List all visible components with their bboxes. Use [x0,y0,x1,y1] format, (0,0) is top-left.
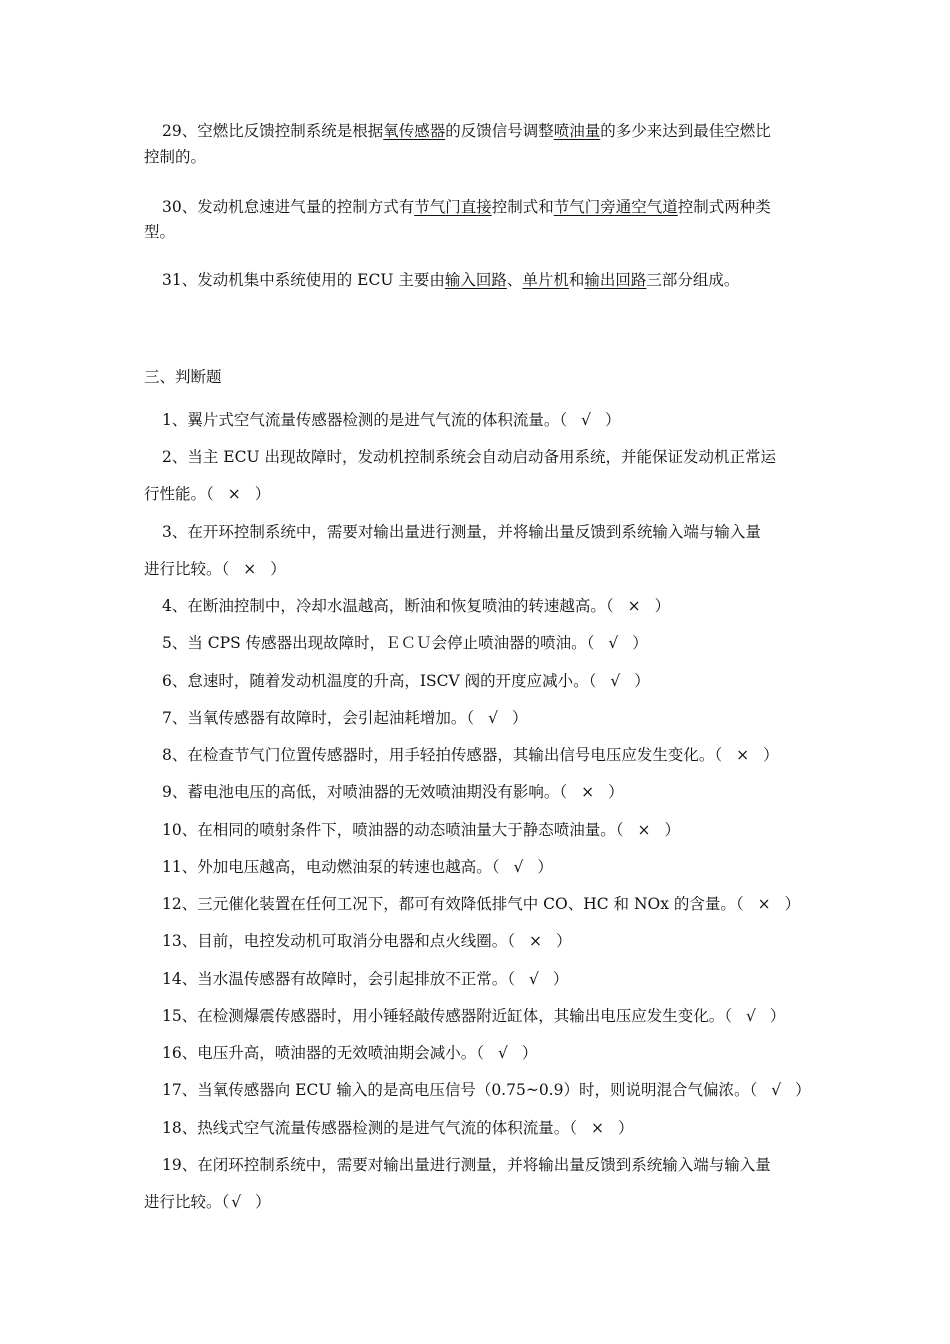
judgment-10 [144,820,828,840]
judgment-close: ） [608,783,624,801]
judgment-close: ） [654,597,671,615]
answer-mark: √ [608,634,619,652]
q30-answer-1: 节气门直接 [414,198,492,216]
judgment-text: 行性能。（ [144,485,214,503]
question-29-line1 [144,121,828,141]
answer-mark: × [637,821,651,839]
judgment-text: 7、当氧传感器有故障时，会引起油耗增加。（ [162,709,475,727]
answer-mark: √ [581,411,592,429]
judgment-14 [144,969,828,989]
judgment-close: ） [270,560,286,578]
judgment-6 [144,671,828,691]
judgment-text: 6、怠速时，随着发动机温度的升高，ISCV 阀的开度应减小。（ [162,672,597,690]
judgment-17 [144,1080,828,1100]
judgment-close: ） [254,485,271,503]
judgment-text: 11、外加电压越高，电动燃油泵的转速也越高。（ [162,858,500,876]
judgment-text: 进行比较。（ [144,560,230,578]
judgment-close: ） [664,821,680,839]
question-30-line2: 型。 [144,223,176,241]
q31-answer-2: 单片机 [522,271,569,289]
judgment-text: 17、当氧传感器向 ECU 输入的是高电压信号（0.75~0.9）时，则说明混合气偏浓。（ [162,1081,758,1099]
judgment-19-cont [144,1192,810,1212]
judgment-text: 18、热线式空气流量传感器检测的是进气气流的体积流量。（ [162,1119,577,1137]
judgment-1 [144,410,828,430]
question-29-line2: 控制的。 [144,148,207,166]
q29-text: 29、空燃比反馈控制系统是根据 [162,122,384,140]
answer-mark: × [590,1119,604,1137]
judgment-text: 15、在检测爆震传感器时，用小锤轻敲传感器附近缸体，其输出电压应发生变化。（ [162,1007,732,1025]
judgment-text: 16、电压升高，喷油器的无效喷油期会减小。（ [162,1044,484,1062]
judgment-3-cont [144,559,810,579]
judgment-close: ） [769,1007,786,1025]
q31-answer-3: 输出回路 [584,271,647,289]
judgment-9 [144,782,828,802]
judgment-close: ） [552,970,569,988]
judgment-15 [144,1006,828,1026]
q29-answer-2: 喷油量 [553,122,601,140]
answer-mark: √ [231,1193,242,1211]
answer-mark: × [627,597,641,615]
answer-mark: × [227,485,241,503]
answer-mark: × [757,895,771,913]
judgment-close: ） [255,1193,271,1211]
judgment-text: 5、当 CPS 传感器出现故障时，ＥＣＵ会停止喷油器的喷油。（ [162,634,595,652]
q30-text-mid: 控制式和 [491,198,554,216]
judgment-8 [144,745,828,765]
answer-mark: √ [497,1044,508,1062]
judgment-3: 3、在开环控制系统中，需要对输出量进行测量，并将输出量反馈到系统输入端与输入量 [162,523,761,541]
judgment-close: ） [537,858,553,876]
judgment-close: ） [795,1081,811,1099]
judgment-text: 10、在相同的喷射条件下，喷油器的动态喷油量大于静态喷油量。（ [162,821,624,839]
question-30-line1 [144,197,828,217]
judgment-text: 4、在断油控制中，冷却水温越高，断油和恢复喷油的转速越高。（ [162,597,614,615]
answer-mark: × [581,783,595,801]
judgment-close: ） [605,411,621,429]
q30-text-post: 控制式两种类 [677,198,771,216]
judgment-18 [144,1118,828,1138]
judgment-19: 19、在闭环控制系统中，需要对输出量进行测量，并将输出量反馈到系统输入端与输入量 [162,1156,771,1174]
q29-answer-1: 氧传感器 [383,122,446,140]
q31-text-post: 三部分组成。 [646,271,740,289]
q31-answer-1: 输入回路 [444,271,507,289]
answer-mark: √ [513,858,524,876]
judgment-5 [144,633,828,653]
judgment-text: 13、目前，电控发动机可取消分电器和点火线圈。（ [162,932,515,950]
answer-mark: √ [488,709,499,727]
answer-mark: √ [528,970,539,988]
judgment-13 [144,931,828,951]
judgment-close: ） [512,709,528,727]
q30-text: 30、发动机怠速进气量的控制方式有 [162,198,415,216]
judgment-2-cont [144,484,810,504]
judgment-12 [144,894,828,914]
q29-text-post: 的多少来达到最佳空燃比 [600,122,771,140]
question-31 [144,270,828,290]
judgment-text: 进行比较。（ [144,1193,230,1211]
answer-mark: × [528,932,542,950]
judgment-4 [144,596,828,616]
section-title: 三、判断题 [144,368,222,386]
judgment-text: 12、三元催化装置在任何工况下，都可有效降低排气中 CO、HC 和 NOx 的含量。（ [162,895,744,913]
q31-sep-2: 和 [568,271,585,289]
judgment-text: 14、当水温传感器有故障时，会引起排放不正常。（ [162,970,515,988]
q31-sep-1: 、 [506,271,523,289]
judgment-text: 9、蓄电池电压的高低，对喷油器的无效喷油期没有影响。（ [162,783,568,801]
judgment-11 [144,857,828,877]
judgment-text: 8、在检查节气门位置传感器时，用手轻拍传感器，其输出信号电压应发生变化。（ [162,746,723,764]
judgment-close: ） [784,895,801,913]
judgment-close: ） [763,746,779,764]
answer-mark: × [243,560,257,578]
q30-answer-2: 节气门旁通空气道 [553,198,678,216]
q29-text-mid: 的反馈信号调整 [445,122,554,140]
judgment-close: ） [632,634,648,652]
judgment-text: 1、翼片式空气流量传感器检测的是进气气流的体积流量。（ [162,411,568,429]
answer-mark: × [736,746,750,764]
judgment-close: ） [634,672,650,690]
judgment-close: ） [555,932,572,950]
judgment-2: 2、当主 ECU 出现故障时，发动机控制系统会自动启动备用系统，并能保证发动机正常运 [162,448,776,466]
judgment-16 [144,1043,828,1063]
answer-mark: √ [610,672,621,690]
answer-mark: √ [771,1081,782,1099]
judgment-close: ） [521,1044,538,1062]
judgment-close: ） [617,1119,634,1137]
judgment-7 [144,708,828,728]
answer-mark: √ [745,1007,756,1025]
q31-text: 31、发动机集中系统使用的 ECU 主要由 [162,271,445,289]
